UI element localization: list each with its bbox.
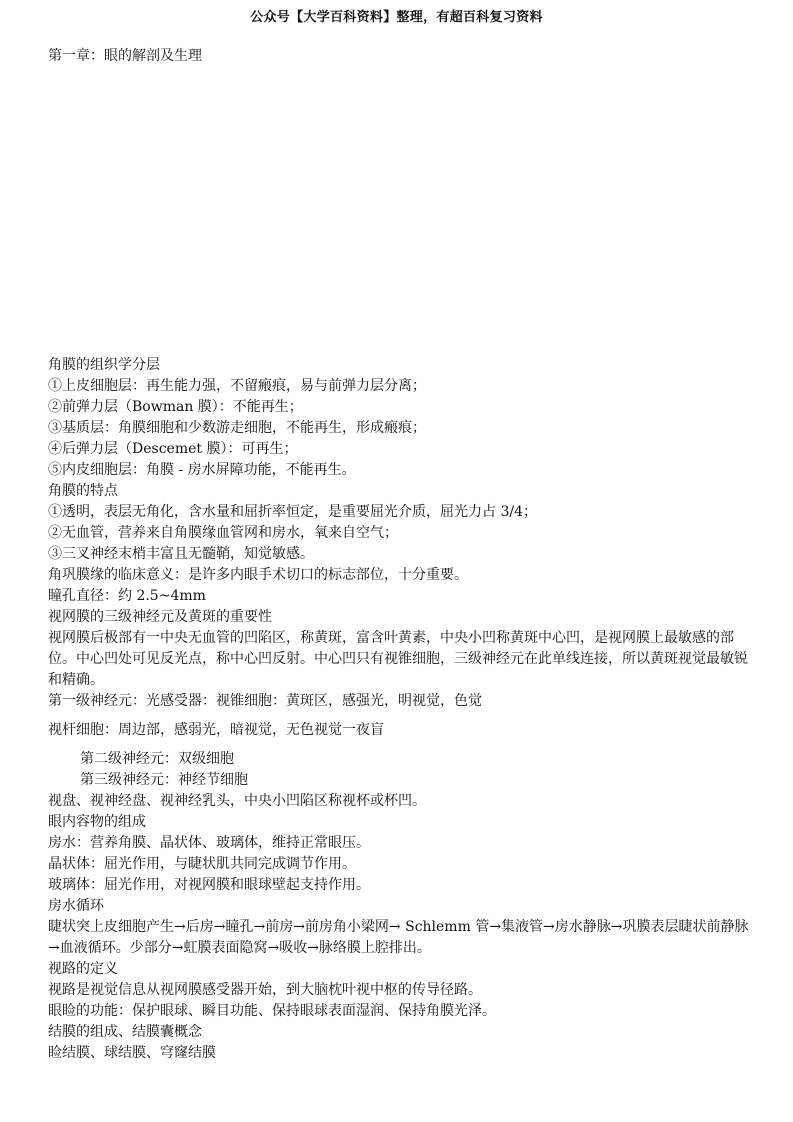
cornea-layer-item: ③基质层：角膜细胞和少数游走细胞，不能再生，形成瘢痕； xyxy=(48,420,426,436)
retina-heading: 视网膜的三级神经元及黄斑的重要性 xyxy=(48,609,272,625)
conjunctiva-parts: 睑结膜、球结膜、穹窿结膜 xyxy=(48,1045,216,1061)
aqueous-circulation-paragraph: 睫状突上皮细胞产生→后房→瞳孔→前房→前房角小梁网→ Schlemm 管→集液管→房水静脉→巩膜表层睫状前静脉→血液循环。少部分→虹膜表面隐窝→吸收→脉络膜上腔排出。 xyxy=(48,919,749,956)
cornea-layer-item: ①上皮细胞层：再生能力强，不留瘢痕，易与前弹力层分离； xyxy=(48,378,426,394)
cornea-feature-item: ③三叉神经末梢丰富且无髓鞘，知觉敏感。 xyxy=(48,546,314,562)
cornea-features-heading: 角膜的特点 xyxy=(48,483,118,499)
third-neuron: 第三级神经元：神经节细胞 xyxy=(80,772,248,788)
chapter-title: 第一章：眼的解剖及生理 xyxy=(48,48,202,64)
eye-contents-item: 晶状体：屈光作用，与睫状肌共同完成调节作用。 xyxy=(48,856,356,872)
cornea-layers-heading: 角膜的组织学分层 xyxy=(48,357,160,373)
eye-contents-item: 房水：营养角膜、晶状体、玻璃体，维持正常眼压。 xyxy=(48,835,370,851)
cornea-layer-item: ②前弹力层（Bowman 膜）：不能再生； xyxy=(48,399,303,415)
cornea-layer-item: ④后弹力层（Descemet 膜）：可再生； xyxy=(48,441,298,457)
conjunctiva-heading: 结膜的组成、结膜囊概念 xyxy=(48,1024,202,1040)
pupil-diameter: 瞳孔直径：约 2.5~4mm xyxy=(48,588,206,604)
eye-contents-item: 玻璃体：屈光作用，对视网膜和眼球壁起支持作用。 xyxy=(48,877,370,893)
limbus-significance: 角巩膜缘的临床意义：是许多内眼手术切口的标志部位，十分重要。 xyxy=(48,567,468,583)
aqueous-circulation-heading: 房水循环 xyxy=(48,898,104,914)
page-header: 公众号【大学百科资料】整理，有超百科复习资料 xyxy=(250,10,543,25)
optic-disc: 视盘、视神经盘、视神经乳头，中央小凹陷区称视杯或杯凹。 xyxy=(48,793,426,809)
second-neuron: 第二级神经元：双级细胞 xyxy=(80,751,234,767)
first-neuron: 第一级神经元：光感受器：视锥细胞：黄斑区，感强光，明视觉，色觉 xyxy=(48,693,482,709)
visual-pathway-heading: 视路的定义 xyxy=(48,961,118,977)
rod-cells: 视杆细胞：周边部，感弱光，暗视觉，无色视觉一夜盲 xyxy=(48,722,384,738)
eyelid-function: 眼睑的功能：保护眼球、瞬目功能、保持眼球表面湿润、保持角膜光泽。 xyxy=(48,1003,496,1019)
eye-contents-heading: 眼内容物的组成 xyxy=(48,814,146,830)
cornea-feature-item: ①透明，表层无角化，含水量和屈折率恒定，是重要屈光介质，屈光力占 3/4； xyxy=(48,504,537,520)
macula-paragraph: 视网膜后极部有一中央无血管的凹陷区，称黄斑，富含叶黄素，中央小凹称黄斑中心凹，是视网膜上最敏感的部位。中心凹处可见反光点，称中心凹反射。中心凹只有视锥细胞，三级神经元在此单线连接，所以黄斑视觉最敏锐和精确。 xyxy=(48,630,748,688)
visual-pathway-definition: 视路是视觉信息从视网膜感受器开始，到大脑枕叶视中枢的传导径路。 xyxy=(48,982,482,998)
cornea-feature-item: ②无血管，营养来自角膜缘血管网和房水，氧来自空气； xyxy=(48,525,398,541)
document-body xyxy=(48,355,756,1064)
cornea-layer-item: ⑤内皮细胞层：角膜 - 房水屏障功能，不能再生。 xyxy=(48,462,356,478)
